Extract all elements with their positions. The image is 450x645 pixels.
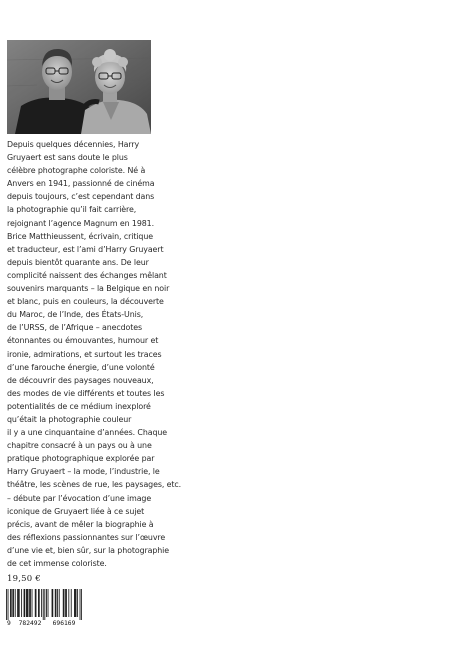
blurb-line: d’une farouche énergie, d’une volonté xyxy=(7,362,155,372)
blurb-line: Gruyaert est sans doute le plus xyxy=(7,153,128,163)
blurb-line: de découvrir des paysages nouveaux, xyxy=(7,375,154,385)
barcode-bar xyxy=(12,589,13,617)
isbn-left-digits: 782492 xyxy=(18,620,42,627)
barcode-bar xyxy=(48,589,49,617)
blurb-line: et blanc, puis en couleurs, la découverte xyxy=(7,297,164,307)
blurb-line: précis, avant de mêler la biographie à xyxy=(7,519,154,529)
barcode-bar xyxy=(63,589,64,617)
blurb-line: d’une vie et, bien sûr, sur la photographie xyxy=(7,545,170,555)
barcode-bar xyxy=(19,589,20,617)
barcode-bar xyxy=(75,589,76,617)
blurb-line: – débute par l’évocation d’une image xyxy=(7,493,152,503)
barcode-bar xyxy=(39,589,40,617)
barcode-bar xyxy=(65,589,66,617)
barcode-bar xyxy=(57,589,58,617)
barcode-bar xyxy=(35,589,36,617)
barcode-bar xyxy=(26,589,27,617)
barcode-bar xyxy=(30,589,31,617)
barcode-bar xyxy=(80,589,81,620)
author-portrait-photo xyxy=(7,40,151,134)
barcode-bar xyxy=(43,589,44,620)
barcode-bar xyxy=(74,589,75,617)
barcode-bar xyxy=(56,589,57,617)
blurb-line: de l’URSS, de l’Afrique – anecdotes xyxy=(7,323,143,333)
blurb-line: qu’était la photographie couleur xyxy=(7,414,132,424)
barcode-bar xyxy=(66,589,67,617)
barcode-bar xyxy=(28,589,29,617)
barcode-bar xyxy=(13,589,14,617)
isbn-first-digit: 9 xyxy=(7,620,11,627)
barcode-bar xyxy=(27,589,28,617)
blurb-line: ironie, admirations, et surtout les traces xyxy=(7,349,162,359)
barcode-bar xyxy=(44,589,45,620)
barcode-bar xyxy=(38,589,39,617)
barcode-bar xyxy=(32,589,33,617)
barcode-bar xyxy=(24,589,25,617)
barcode-bars xyxy=(6,589,82,620)
barcode-bar xyxy=(77,589,78,617)
blurb-line: des réflexions passionnantes sur l’œuvre xyxy=(7,532,166,542)
blurb-line: complicité naissent des échanges mêlant xyxy=(7,270,167,280)
blurb-line: étonnantes ou émouvantes, humour et xyxy=(7,336,159,346)
blurb-line: Harry Gruyaert – la mode, l’industrie, le xyxy=(7,467,160,477)
barcode-bar xyxy=(46,589,47,617)
back-cover-blurb xyxy=(7,138,193,570)
blurb-line: potentialités de ce médium inexploré xyxy=(7,401,151,411)
blurb-line: du Maroc, de l’Inde, des États-Unis, xyxy=(7,310,144,320)
barcode-bar xyxy=(59,589,60,617)
barcode-bar xyxy=(15,589,16,617)
blurb-line: de cet immense coloriste. xyxy=(7,559,107,568)
blurb-line: depuis toujours, c’est cependant dans xyxy=(7,192,155,202)
blurb-line: il y a une cinquantaine d’années. Chaque xyxy=(7,428,168,438)
price-label: 19,50 € xyxy=(7,574,41,584)
barcode-bar xyxy=(18,589,19,617)
portrait-image xyxy=(7,40,151,134)
blurb-line: souvenirs marquants – la Belgique en noir xyxy=(7,284,170,294)
blurb-line: Anvers en 1941, passionné de cinéma xyxy=(7,179,155,189)
blurb-line: théâtre, les scènes de rue, les paysages, etc. xyxy=(7,480,182,490)
blurb-line: des modes de vie différents et toutes les xyxy=(7,388,165,398)
barcode-bar xyxy=(55,589,56,617)
blurb-line: la photographie qu’il fait carrière, xyxy=(7,205,137,215)
isbn-digits xyxy=(7,620,83,628)
barcode-bar xyxy=(6,589,7,620)
barcode-bar xyxy=(52,589,53,617)
blurb-line: pratique photographique explorée par xyxy=(7,454,155,464)
blurb-line: et traducteur, est l’ami d’Harry Gruyaert xyxy=(7,244,164,254)
barcode-bar xyxy=(10,589,11,617)
blurb-line: iconique de Gruyaert liée à ce sujet xyxy=(7,506,145,516)
blurb-line: chapitre consacré à un pays ou à une xyxy=(7,441,152,451)
isbn-right-digits: 696169 xyxy=(52,620,76,627)
blurb-line: Brice Matthieussent, écrivain, critique xyxy=(7,231,153,241)
blurb-line: depuis bientôt quarante ans. De leur xyxy=(7,257,149,267)
barcode-bar xyxy=(21,589,22,617)
barcode-bar xyxy=(68,589,69,617)
barcode-bar xyxy=(36,589,37,617)
barcode-bar xyxy=(76,589,77,617)
barcode-bar xyxy=(8,589,9,620)
barcode-bar xyxy=(81,589,82,620)
barcode-bar xyxy=(52,589,53,617)
blurb-line: célèbre photographe coloriste. Né à xyxy=(7,166,146,176)
barcode-bar xyxy=(11,589,12,617)
barcode-bar xyxy=(64,589,65,617)
blurb-line: rejoignant l’agence Magnum en 1981. xyxy=(7,218,154,228)
blurb-line: Depuis quelques décennies, Harry xyxy=(7,140,140,149)
barcode-bar xyxy=(41,589,42,617)
barcode-bar xyxy=(17,589,18,617)
barcode-bar xyxy=(24,589,25,617)
barcode-bar xyxy=(29,589,30,617)
barcode-bar xyxy=(71,589,72,617)
